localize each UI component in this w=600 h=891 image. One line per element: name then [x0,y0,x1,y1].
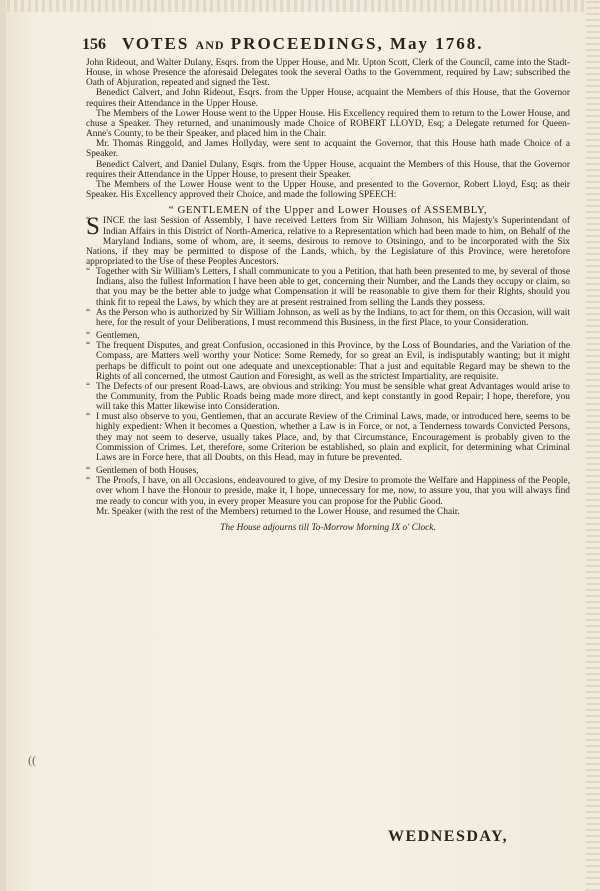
document-body [86,58,570,533]
speech-subheading: “ Gentlemen of both Houses, [86,466,570,476]
closing-paragraph: Mr. Speaker (with the rest of the Members) returned to the Lower House, and resumed the Chair. [96,506,460,517]
paragraph: Benedict Calvert, and Daniel Dulany, Esqrs. from the Upper House, acquaint the Members of this House, that the Governor requires their Attendance in the Upper House, to present their Speaker. [86,159,570,180]
paragraph: The Members of the Lower House went to the Upper House. His Excellency required them to return to the Lower House, and chuse a Speaker. They returned, and unanimously made Choice of ROBERT LLOYD, Esq; a Delegate returned for Queen-Anne's County, to be their Speaker, and placed him in the Chair. [86,108,570,140]
speech-opening: “ SINCE the last Session of Assembly, I have received Letters from Sir William Johnson, his Majesty's Superintendant of Indian Affairs in this District of North-America, relative to a Representation which had been made to him, on Behalf of the Maryland Indians, some of whom, are, it seems, desirous to remove to Otsiningo, and to be incorporated with the Six Nations, if they may be permitted to dispose of the Lands, which, by the Legislature of this Province, were heretofore appropriated to the Use of these Peoples Ancestors. [86,216,570,267]
speech-paragraph: “ I must also observe to you, Gentlemen, that an accurate Review of the Criminal Laws, made, or introduced here, seems to be highly expedient: When it becomes a Question, whether a Law is in Force, or not, a Tenderness towards Convicted Persons, they may not seem to deserve, usually takes Place, and, by that Circumstance, Encouragement is probably given to the Commission of Crimes. Let, therefore, some Criterion be established, so plain and explicit, for determining what Criminal Laws are in Force here, that all Doubts, on this Head, may in future be prevented. [86,412,570,463]
drop-cap: “ S [86,213,100,241]
paragraph: The Members of the Lower House went to the Upper House, and presented to the Governor, Robert Lloyd, Esq; as their Speaker. His Excellency approved their Choice, and made the following SPEECH: [86,179,570,201]
paragraph: John Rideout, and Walter Dulany, Esqrs. from the Upper House, and Mr. Upton Scott, Clerk of the Council, came into the Stadt-House, in whose Presence the aforesaid Delegates took the several Oaths to the Government, required by Law; subscribed the Oath of Abjuration, repeated and signed the Test. [86,58,570,89]
page-left-edge [0,0,6,891]
page-header [82,34,552,56]
speech-subheading: “ Gentlemen, [86,331,570,341]
adjournment-line: The House adjourns till To-Morrow Morning IX o' Clock. [220,522,436,533]
speech-paragraph: “ The Defects of our present Road-Laws, are obvious and striking: You must be sensible what great Advantages would arise to the Community, from the Public Roads being made more direct, and kept constantly in good Repair; I hope, therefore, you will take this Matter likewise into Consideration. [86,382,570,412]
speech-paragraph: “ Together with Sir William's Letters, I shall communicate to you a Petition, that hath been presented to me, by several of those Indians, also the fullest Information I have been able to get, concerning their Number, and the Lands they occupy or claim, so that you may be the better able to judge what Compensation it will be reasonable to give them for their Rights, should you think fit to repeal the Laws, by which they are at present restrained from selling the Lands they possess. [86,267,570,308]
page-right-edge [586,0,600,891]
margin-mark: (( [28,753,36,767]
page-top-edge [0,0,600,12]
paragraph: Mr. Thomas Ringgold, and James Hollyday, were sent to acquaint the Governor, that this House hath made Choice of a Speaker. [86,139,570,160]
catchword: WEDNESDAY, [388,828,509,845]
page-number: 156 [82,36,106,53]
running-title: VOTES AND PROCEEDINGS, May 1768. [122,34,484,53]
speech-heading: “ GENTLEMEN of the Upper and Lower Houses of ASSEMBLY, [168,204,488,217]
speech-paragraph: “ The Proofs, I have, on all Occasions, endeavoured to give, of my Desire to promote the Welfare and Happiness of the People, over whom I have the Honour to preside, make it, I hope, unnecessary for me, now, to assure you, that you will always find me ready to concur with you, in every proper Measure you can propose for the Public Good. [86,476,570,506]
paragraph: Benedict Calvert, and John Rideout, Esqrs. from the Upper House, acquaint the Members of this House, that the Governor requires their Attendance in the Upper House. [86,88,570,109]
speech-paragraph: “ As the Person who is authorized by Sir William Johnson, as well as by the Indians, to act for them, on this Occasion, will wait here, for the result of your Deliberations, I must recommend this Business, in the first Place, to your Consideration. [86,308,570,328]
speech-paragraph: “ The frequent Disputes, and great Confusion, occasioned in this Province, by the Loss of Boundaries, and the Variation of the Compass, are Matters well worthy your Notice: Some Remedy, for so great an Evil, is indisputably wanting; but it might perhaps be difficult to point out one adequate and unexceptionable: That a just and equitable Regard may be shewn to the Rights of all concerned, the utmost Caution and Foresight, as well as the strictest Impartiality, are requisite. [86,341,570,382]
